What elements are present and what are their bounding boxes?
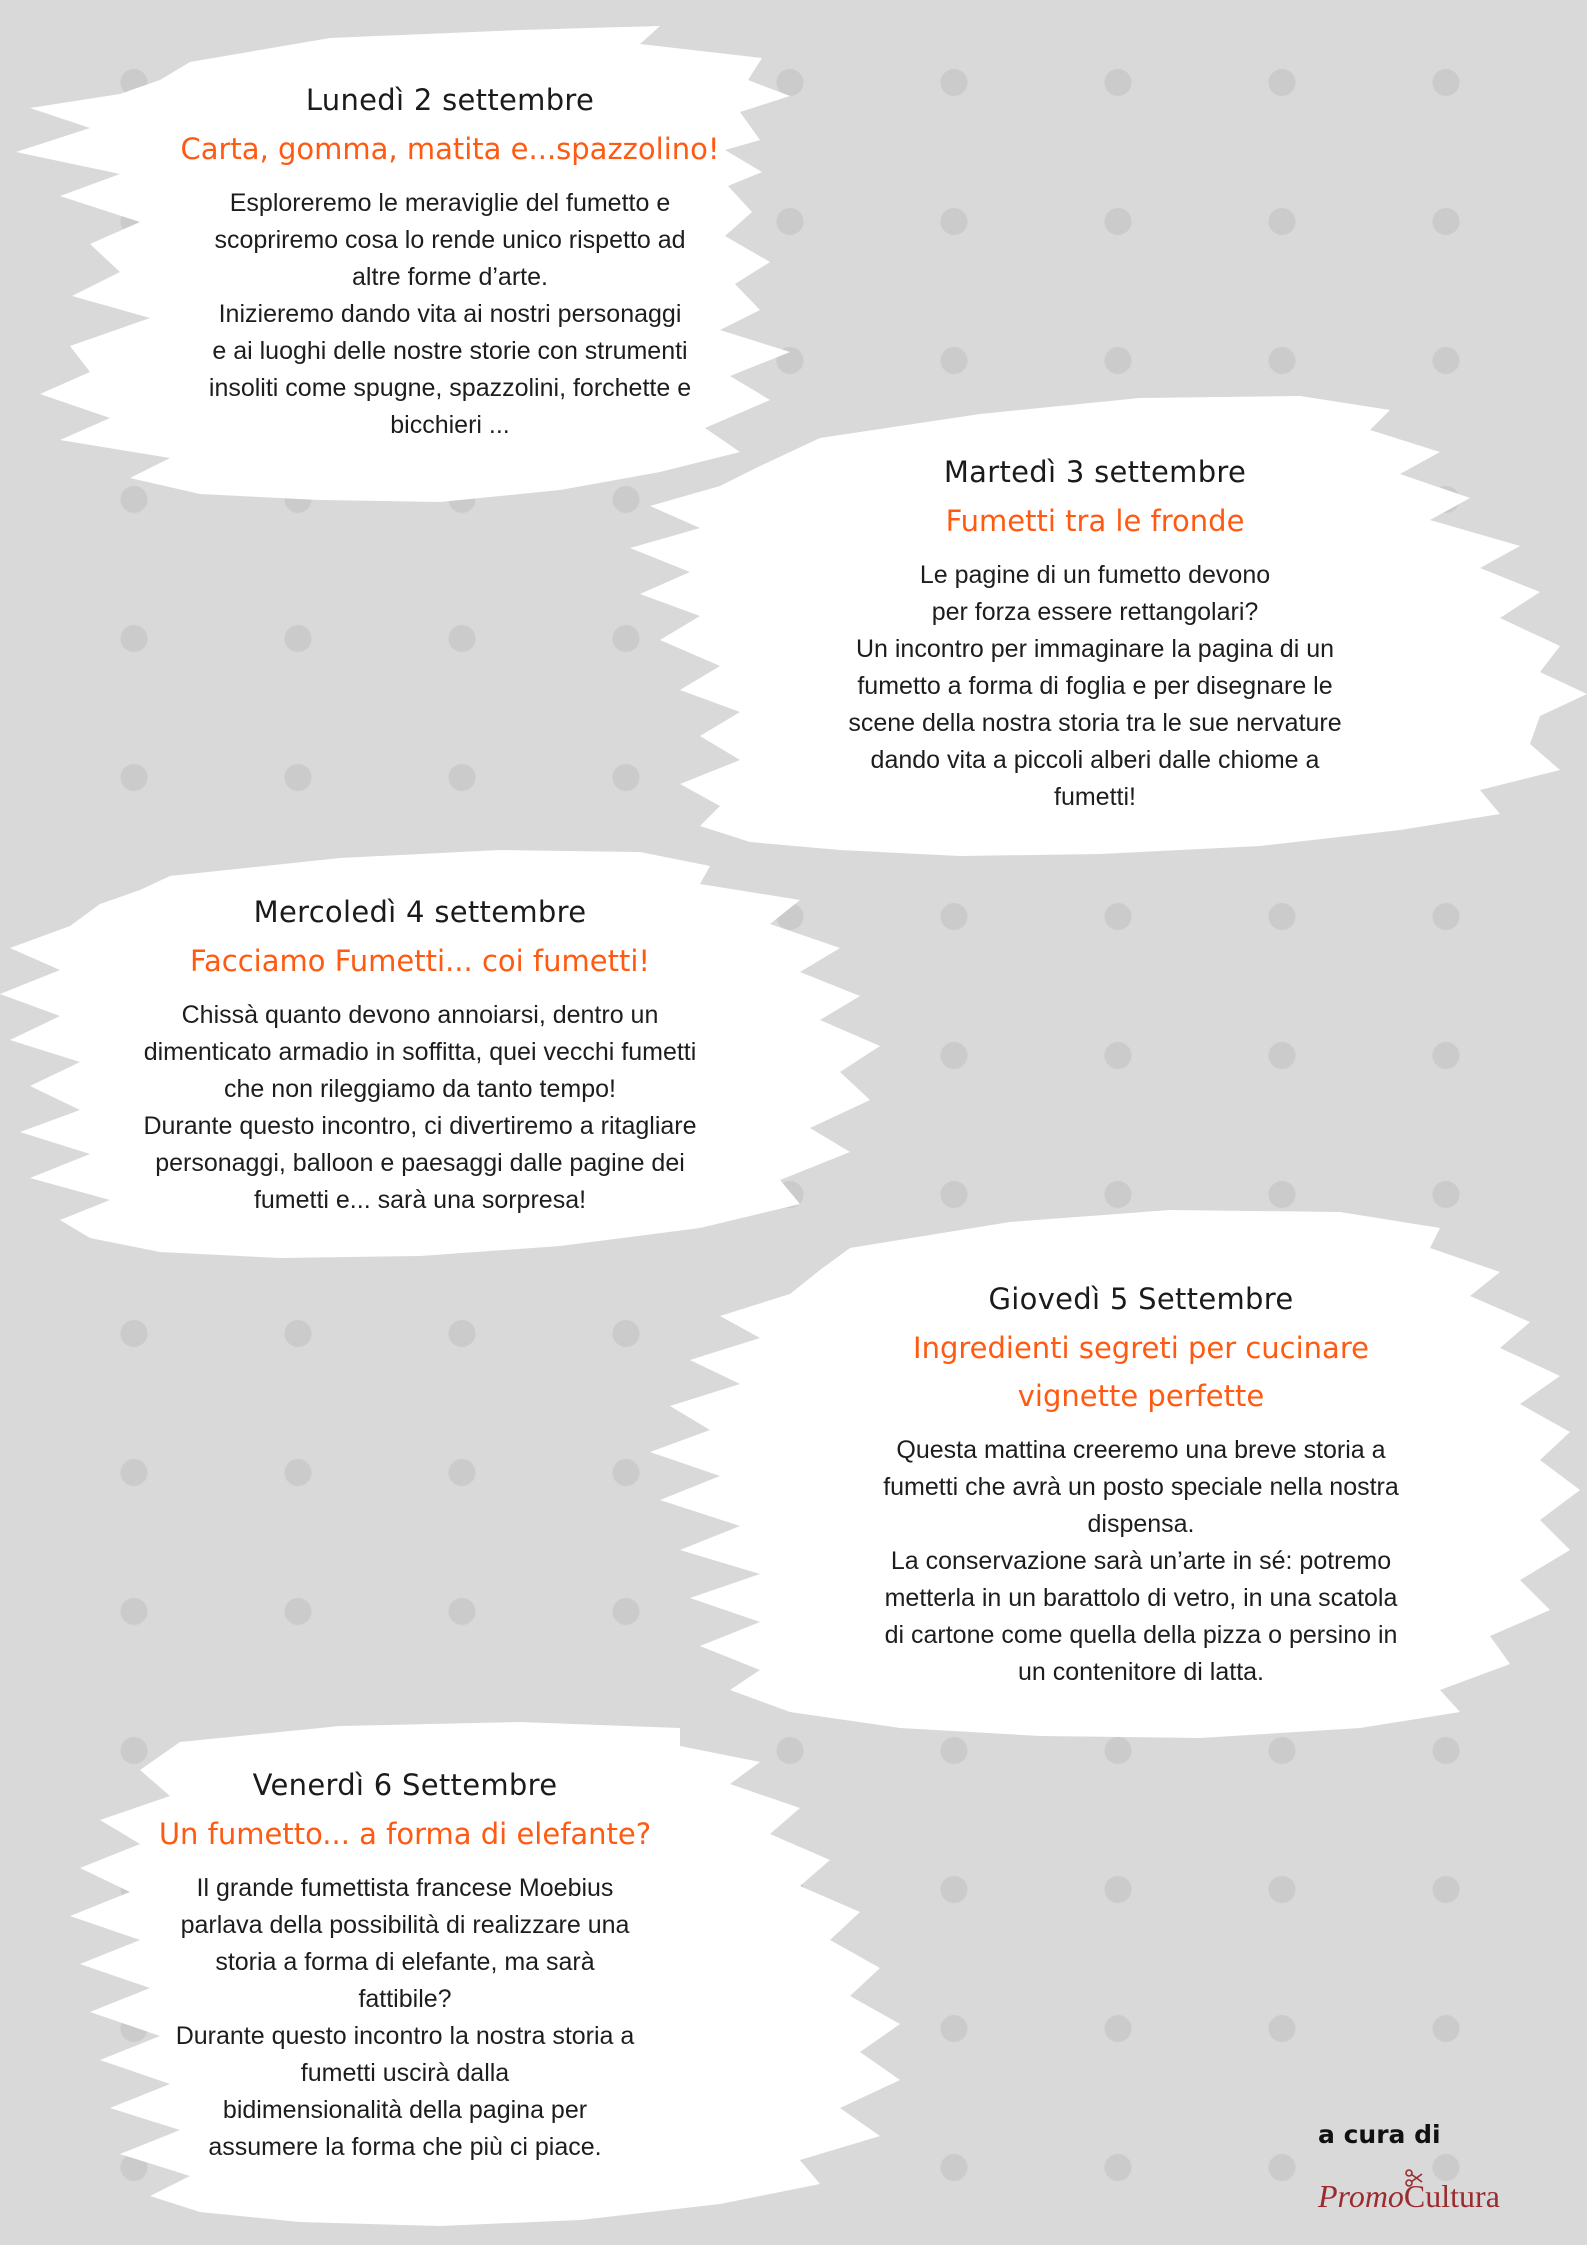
scissors-icon bbox=[1404, 2168, 1424, 2188]
event-title: Un fumetto... a forma di elefante? bbox=[158, 1817, 652, 1851]
event-description: Il grande fumettista francese Moebius parlava della possibilità di realizzare una storia a forma di elefante, ma sarà fattibile? Durante questo incontro la nostra storia a fumetti uscirà dalla bidimensionalità della pagina per assumere la forma che più ci piace. bbox=[175, 1874, 635, 2161]
promocultura-logo bbox=[1318, 2178, 1500, 2215]
event-description: Questa mattina creeremo una breve storia a fumetti che avrà un posto speciale nella nostra dispensa. La conservazione sarà un’arte in sé: potremo metterla in un barattolo di vetro, in una scatola di cartone come quella della pizza o persino in un contenitore di latta. bbox=[883, 1436, 1399, 1686]
event-card-wednesday bbox=[90, 892, 750, 1219]
event-card-friday bbox=[130, 1765, 680, 2166]
event-day: Venerdì 6 Settembre bbox=[252, 1768, 558, 1802]
event-title: Facciamo Fumetti... coi fumetti! bbox=[189, 944, 651, 978]
event-card-thursday bbox=[821, 1279, 1461, 1691]
event-title: Carta, gomma, matita e...spazzolino! bbox=[180, 132, 720, 166]
event-day: Giovedì 5 Settembre bbox=[988, 1282, 1294, 1316]
event-card-tuesday bbox=[795, 452, 1395, 816]
logo-text-promo: Promo bbox=[1318, 2178, 1404, 2214]
event-day: Martedì 3 settembre bbox=[943, 455, 1247, 489]
event-day: Mercoledì 4 settembre bbox=[253, 895, 587, 929]
event-title: Ingredienti segreti per cucinare vignette perfette bbox=[913, 1331, 1369, 1413]
event-day: Lunedì 2 settembre bbox=[305, 83, 595, 117]
event-title: Fumetti tra le fronde bbox=[945, 504, 1245, 538]
credit-label: a cura di bbox=[1318, 2120, 1441, 2149]
event-description: Le pagine di un fumetto devono per forza essere rettangolari? Un incontro per immaginare la pagina di un fumetto a forma di foglia e per disegnare le scene della nostra storia tra le sue nervature dando vita a piccoli alberi dalle chiome a fumetti! bbox=[848, 561, 1342, 811]
event-description: Chissà quanto devono annoiarsi, dentro un dimenticato armadio in soffitta, quei vecchi fumetti che non rileggiamo da tanto tempo! Durante questo incontro, ci divertiremo a ritagliare personaggi, balloon e paesaggi dalle pagine dei fumetti e... sarà una sorpresa! bbox=[143, 1001, 697, 1214]
logo-text-cultura: Cultura bbox=[1403, 2178, 1500, 2214]
event-card-monday bbox=[150, 80, 750, 444]
event-description: Esploreremo le meraviglie del fumetto e scopriremo cosa lo rende unico rispetto ad altre forme d’arte. Inizieremo dando vita ai nostri personaggi e ai luoghi delle nostre storie con strumenti insoliti come spugne, spazzolini, forchette e bicchieri ... bbox=[208, 189, 692, 439]
